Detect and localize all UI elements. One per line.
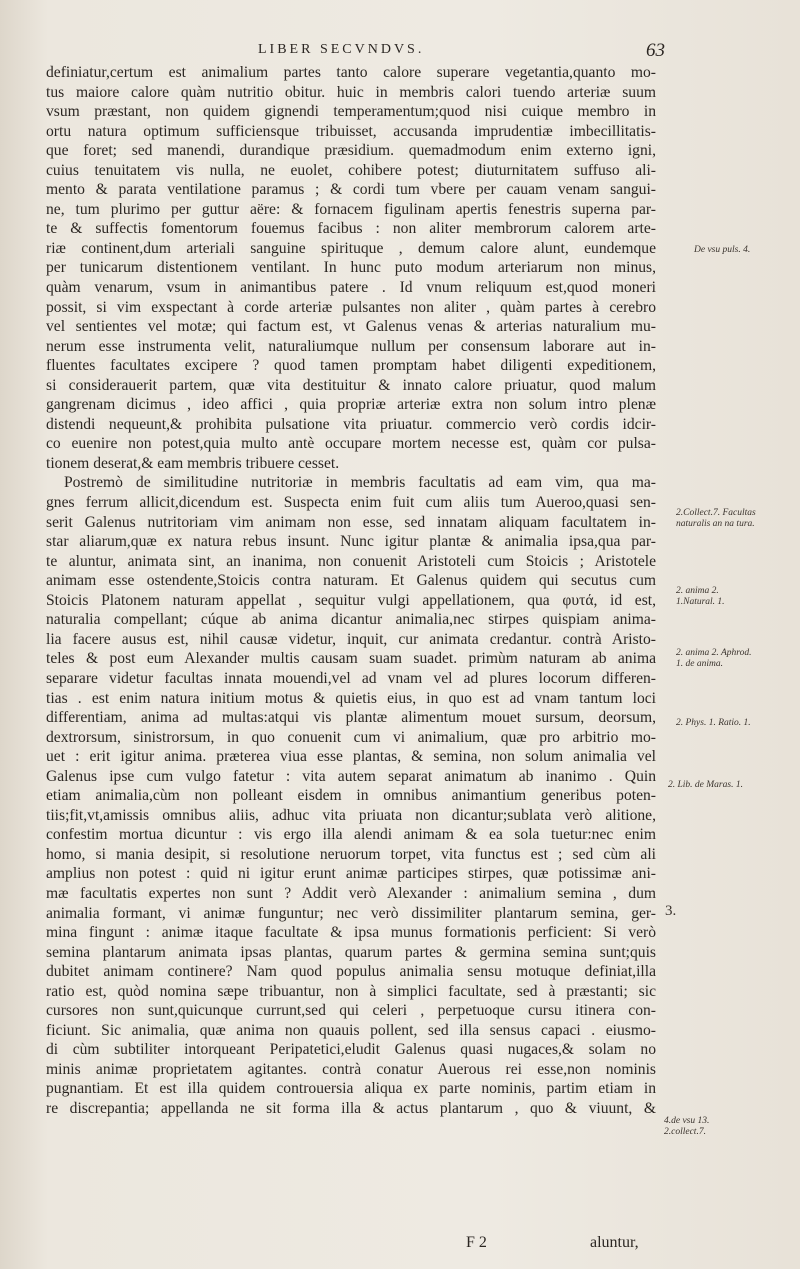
text-line: re discrepantia; appellanda ne sit forma illa & actus plantarum , quo & viuunt, & (46, 1099, 656, 1117)
text-line: separare videtur facultas innata mouendi,vel ad vnam vel ad plures locorum differen- (46, 669, 656, 687)
text-line: co euenire non potest,quia multo antè occupare mortem necesse est, quàm cor pulsa- (46, 435, 656, 453)
text-line: cuius tenuitatem vis nulla, ne euolet, cohibere potest; diuturnitatem suffuso ali- (46, 161, 656, 179)
margin-note: 2.Collect.7. Facultas naturalis an na tura. (676, 508, 756, 529)
text-line: serit Galenus nutritoriam vim animam non esse, sed innatam aliquam facultatem in- (46, 513, 656, 531)
text-line: uet : erit igitur anima. præterea viua esse plantas, & semina, non solum animalia vel (46, 748, 656, 766)
text-line: mina fingunt : animæ itaque facultate & ipsa munus formationis perficient: Si verò (46, 924, 656, 942)
text-line: si considerauerit partem, quæ vita destituitur & innato calore priuatur, quod malum (46, 376, 656, 394)
text-line: tiis;fit,vt,amissis omnibus aliis, adhuc vita priuata non dicantur;sublata verò alitione, (46, 806, 656, 824)
text-line: vsum præstant, non quidem gignendi temperamentum;quod nisi cuique membro in (46, 103, 656, 121)
text-line: quàm venarum, vsum in animantibus patere . Id vnum reliquum est,quod moneri (46, 279, 656, 297)
text-line: minis animæ proprietatem agitantes. contrà conatur Auerous rei esse,non nominis (46, 1060, 656, 1078)
text-line: tionem deserat,& eam membris tribuere cesset. (46, 454, 340, 472)
text-line: Galenus ipse cum vulgo fatetur : vita autem separat animatum ab inanimo . Quin (46, 767, 656, 785)
text-line: ficiunt. Sic animalia, quæ anima non quauis pollent, sed illa sensus capaci . eiusmo- (46, 1021, 656, 1039)
text-line: mento & parata ventilatione paramus ; & cordi tum vbere per cauam venam sangui- (46, 181, 656, 199)
text-line: definiatur,certum est animalium partes tanto calore superare vegetantia,quanto mo- (46, 64, 656, 81)
text-line: tias . est enim natura initium motus & quietis eius, in quo est ad vnam tantum loci (46, 689, 656, 707)
margin-note: 3. (665, 903, 677, 919)
text-line: fluentes facultates excipere ? quod tamen promptam habet diligenti expeditionem, (46, 357, 656, 375)
margin-note: 4.de vsu 13. 2.collect.7. (664, 1116, 710, 1137)
text-line: teles & post eum Alexander multis causam suam suadet. primùm naturam ab anima (46, 650, 656, 668)
margin-note: 2. Phys. 1. Ratio. 1. (676, 718, 751, 728)
text-line: te & suffectis fomentorum fouemus facibus : non aliter membrorum calorem arte- (46, 220, 656, 238)
text-line: di cùm subtiliter intorqueant Peripatetici,eludit Galenus quasi nugaces,& solam no (46, 1041, 656, 1059)
text-line: tus maiore calore quàm nutritio obitur. huic in membris calori tuendo arteriæ suum (46, 83, 656, 101)
text-line: animam esse ostendente,Stoicis contra naturam. Et Galenus quidem qui secutus cum (46, 572, 656, 590)
text-line: confestim mortua dicuntur : vis ergo illa alendi animam & ea sola tuetur:nec enim (46, 826, 656, 844)
text-line: homo, si mania desipit, si resolutione neruorum torpet, vita functus est ; sed cùm ali (46, 845, 656, 863)
margin-note: 2. anima 2. 1.Natural. 1. (676, 586, 725, 607)
text-line: naturalia compellant; cúque ab anima dicantur animalia,nec stirpes quispiam anima- (46, 611, 656, 629)
text-line: te aluntur, animata sint, an inanima, non conuenit Aristoteli cum Stoicis ; Aristotele (46, 552, 656, 570)
text-line: amplius non potest : quid ni igitur erunt animæ participes stirpes, quæ potissimæ ani- (46, 865, 656, 883)
text-line: dubitet animam continere? Nam quod populus animalia sensu motuque definiat,illa (46, 963, 656, 981)
text-line: differentiam, anima ad multas:atqui vis plantæ alimentum mouet sursum, deorsum, (46, 709, 656, 727)
margin-note: De vsu puls. 4. (694, 245, 751, 255)
text-line: ne, tum plurimo per guttur aëre: & fornacem figulinam apertis fenestris superna par- (46, 200, 656, 218)
text-line: pugnantiam. Et est illa quidem controuersia aliqua ex parte nominis, partim etiam in (46, 1080, 656, 1098)
text-line: mæ facultatis expertes non sunt ? Addit verò Alexander : animalium semina , dum (46, 884, 656, 902)
signature-mark: F 2 (466, 1234, 487, 1251)
margin-note: 2. Lib. de Maras. 1. (668, 780, 743, 790)
text-line: animalia formant, vi animæ funguntur; nec verò dissimiliter plantarum semina, ger- (46, 904, 656, 922)
text-line: dextrorsum, sinistrorsum, in quo conuenit cum vi animalium, quæ pro arbitrio mo- (46, 728, 656, 746)
text-line: ortu natura optimum sufficiensque tribuisset, accusanda imprudentiæ imbecillitatis- (46, 122, 656, 140)
text-line: cursores non sunt,quicunque currunt,sed qui celeri , perpetuoque cursu itinera con- (46, 1002, 656, 1020)
text-line: star aliarum,quæ ex natura rebus insunt. Nunc igitur plantæ & animalia ipsa,qua par- (46, 533, 656, 551)
text-line: Postremò de similitudine nutritoriæ in membris facultatis ad eam vim, qua ma- (64, 474, 656, 492)
text-line: que foret; sed manendi, durandique præsidium. quemadmodum enim externo igni, (46, 142, 656, 160)
text-line: riæ continent,dum arteriali sanguine spirituque , demum calore alunt, eundemque (46, 239, 656, 257)
text-line: gangrenam dicimus , ideo affici , quia propriæ arteriæ extra non solum intro plenæ (46, 396, 656, 414)
text-line: etiam animalia,cùm non polleant eisdem in omnibus animantium generibus poten- (46, 787, 656, 805)
text-line: nerum esse instrumenta velit, naturaliumque nullum per consensum laborare aut in- (46, 337, 656, 355)
text-line: distendi nequeunt,& prohibita pulsatione vita priuatur. commercio verò cordis idcir- (46, 415, 656, 433)
text-line: per tunicarum distentionem ventilant. In hunc puto modum arteriarum non minus, (46, 259, 656, 277)
page-number: 63 (646, 40, 665, 61)
text-line: semina plantarum animata ipsas plantas, quarum partes & germina semina sunt;quis (46, 943, 656, 961)
text-line: Stoicis Platonem naturam appellat , sequitur vulgi appellationem, qua φυτά, id est, (46, 591, 656, 609)
text-line: possit, si vim exspectant à corde arteriæ pulsantes non aliter , quàm partes à cerebro (46, 298, 656, 316)
catchword: aluntur, (590, 1234, 639, 1251)
text-line: ratio est, quòd nomina sæpe tribuantur, non à simplici facultate, sed à præstanti; sic (46, 982, 656, 1000)
running-title: LIBER SECVNDVS. (258, 42, 425, 57)
text-line: gnes ferrum allicit,dicendum est. Suspecta enim fuit cum aliis tum Aueroo,quasi sen- (46, 494, 656, 512)
text-line: vel sentientes vel motæ; qui factum est, vt Galenus venas & arterias naturalium mu- (46, 318, 656, 336)
margin-note: 2. anima 2. Aphrod. 1. de anima. (676, 648, 752, 669)
text-line: lia facere ausus est, nihil causæ videtur, inquit, cur animata credantur. contrà Aristo- (46, 630, 656, 648)
